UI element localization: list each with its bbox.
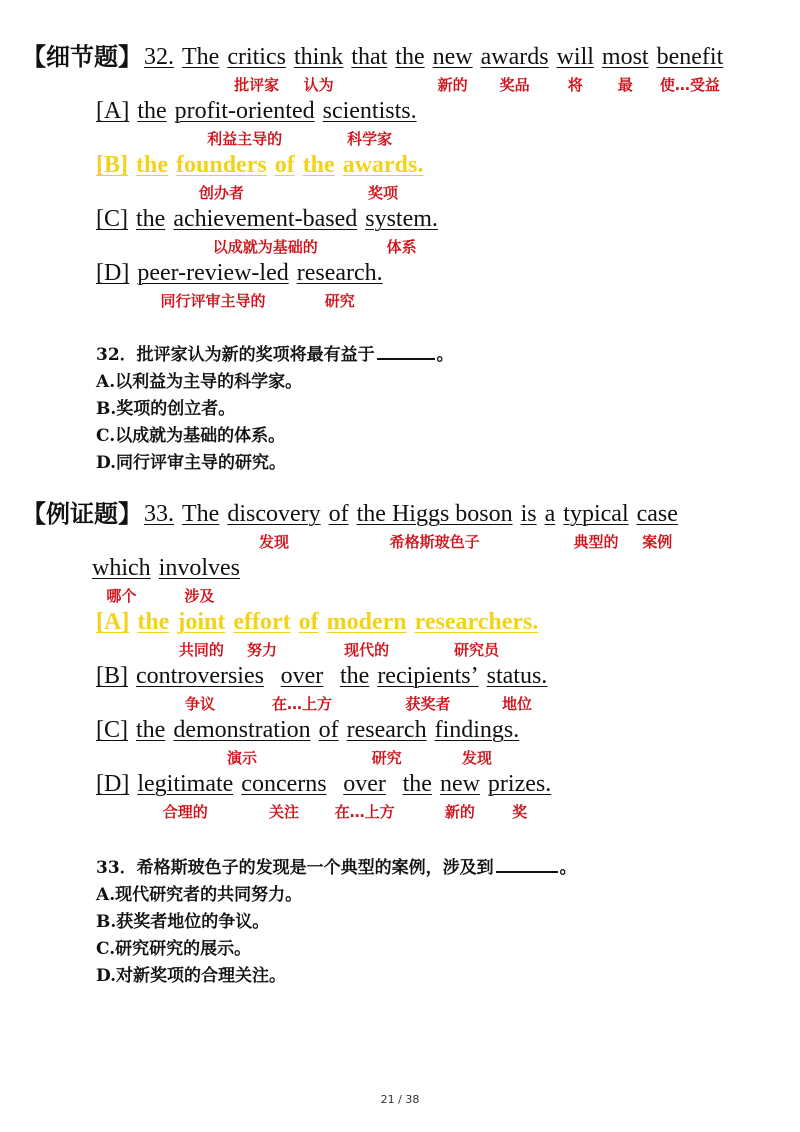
- glossed-word: [299, 607, 319, 661]
- glossed-word: [144, 499, 174, 553]
- english-word: new: [432, 44, 473, 70]
- glossed-word: [96, 258, 129, 312]
- glossed-word: [481, 42, 549, 96]
- english-word: concerns: [241, 771, 327, 797]
- q33-translation-question-text: 33．希格斯玻色子的发现是一个典型的案例，涉及到: [96, 858, 494, 878]
- glossed-word: [602, 42, 649, 96]
- glossed-word: [487, 661, 548, 715]
- chinese-gloss: 希格斯玻色子: [389, 533, 480, 551]
- english-word: [C]: [96, 717, 128, 743]
- chinese-gloss: 使…受益: [659, 76, 720, 94]
- english-word: [D]: [96, 771, 130, 797]
- chinese-gloss: 努力: [246, 641, 277, 659]
- glossed-word: [557, 42, 594, 96]
- glossed-word: [176, 150, 267, 204]
- english-word: The: [182, 501, 220, 527]
- english-word: 32.: [144, 44, 174, 70]
- glossed-word: [137, 607, 169, 661]
- glossed-word: [96, 661, 128, 715]
- english-word: system.: [365, 206, 438, 232]
- chinese-gloss: 利益主导的: [207, 130, 283, 148]
- english-word: of: [318, 717, 339, 743]
- glossed-word: [173, 204, 357, 258]
- glossed-word: [377, 661, 478, 715]
- q32-translation-option-c: C.以成就为基础的体系。: [96, 426, 286, 446]
- glossed-word: [545, 499, 556, 553]
- q33-translation-option-d: D.对新奖项的合理关注。: [96, 966, 287, 986]
- chinese-gloss: 在…上方: [271, 695, 332, 713]
- chinese-gloss: 将: [567, 76, 583, 94]
- english-word: is: [520, 501, 537, 527]
- glossed-word: [177, 607, 225, 661]
- glossed-word: [144, 42, 174, 96]
- glossed-word: [96, 96, 129, 150]
- answer-blank: [377, 358, 435, 360]
- q32-translation-question: [96, 342, 454, 368]
- chinese-gloss: 新的: [444, 803, 475, 821]
- glossed-word: [340, 661, 369, 715]
- english-word: the Higgs boson: [356, 501, 513, 527]
- glossed-word: [233, 607, 290, 661]
- english-word: scientists.: [322, 98, 417, 124]
- english-word: of: [328, 501, 349, 527]
- glossed-word: [319, 715, 339, 769]
- english-word: will: [556, 44, 594, 70]
- english-word: think: [293, 44, 344, 70]
- english-word: which: [92, 555, 151, 581]
- english-word: [B]: [96, 152, 128, 178]
- english-word: case: [636, 501, 678, 527]
- glossed-word: [137, 96, 166, 150]
- english-word: awards.: [342, 152, 424, 178]
- english-word: achievement-based: [173, 206, 358, 232]
- chinese-gloss: 关注: [268, 803, 299, 821]
- chinese-gloss: 奖品: [499, 76, 530, 94]
- glossed-word: [357, 499, 513, 553]
- glossed-word: [136, 715, 165, 769]
- glossed-word: [175, 96, 315, 150]
- page-indicator: 21 / 38: [380, 1093, 420, 1106]
- chinese-gloss: 奖项: [368, 184, 399, 202]
- english-word: peer-review-led: [137, 260, 289, 286]
- glossed-word: [96, 150, 128, 204]
- glossed-word: [275, 150, 295, 204]
- q32-translation-question-text: 32．批评家认为新的奖项将最有益于: [96, 345, 375, 365]
- glossed-word: [435, 715, 520, 769]
- chinese-gloss: 哪个: [106, 587, 137, 605]
- chinese-gloss: 新的: [437, 76, 468, 94]
- q32-type-tag: 【细节题】: [22, 43, 142, 71]
- glossed-word: [137, 258, 288, 312]
- chinese-gloss: 科学家: [347, 130, 393, 148]
- english-word: the: [302, 152, 335, 178]
- glossed-word: [272, 661, 332, 715]
- q33-option-d: [96, 769, 559, 823]
- glossed-word: [297, 258, 383, 312]
- english-word: profit-oriented: [174, 98, 315, 124]
- q32-stem-line: [22, 42, 731, 96]
- english-word: [D]: [96, 260, 130, 286]
- q33-type-tag: 【例证题】: [22, 500, 142, 528]
- english-word: research.: [296, 260, 383, 286]
- chinese-gloss: 奖: [512, 803, 528, 821]
- english-word: status.: [486, 663, 548, 689]
- glossed-word: [351, 42, 387, 96]
- english-word: typical: [563, 501, 629, 527]
- chinese-gloss: 典型的: [573, 533, 619, 551]
- chinese-gloss: 共同的: [178, 641, 224, 659]
- q32-translation-question-end: 。: [436, 345, 454, 365]
- english-word: over: [343, 771, 386, 797]
- q32-translation-option-d: D.同行评审主导的研究。: [96, 453, 287, 473]
- glossed-word: [136, 204, 165, 258]
- english-word: that: [351, 44, 388, 70]
- q33-stem-line-1: [22, 499, 686, 553]
- english-word: of: [274, 152, 295, 178]
- english-word: discovery: [227, 501, 321, 527]
- glossed-word: [137, 769, 233, 823]
- english-word: involves: [158, 555, 240, 581]
- english-word: research: [346, 717, 427, 743]
- glossed-word: [415, 607, 539, 661]
- english-word: [A]: [96, 609, 130, 635]
- english-word: founders: [176, 152, 267, 178]
- english-word: the: [136, 717, 166, 743]
- english-word: the: [136, 152, 168, 178]
- chinese-gloss: 发现: [461, 749, 492, 767]
- english-word: researchers.: [414, 609, 539, 635]
- glossed-word: [96, 769, 129, 823]
- q32-option-a: [96, 96, 425, 150]
- english-word: the: [136, 206, 166, 232]
- glossed-word: [182, 499, 219, 553]
- glossed-word: [294, 42, 343, 96]
- english-word: of: [298, 609, 319, 635]
- q33-translation-question-end: 。: [559, 858, 577, 878]
- chinese-gloss: 发现: [258, 533, 289, 551]
- english-word: prizes.: [487, 771, 552, 797]
- english-word: critics: [227, 44, 286, 70]
- q33-stem-line-2: [92, 553, 248, 607]
- chinese-gloss: 同行评审主导的: [160, 292, 266, 310]
- english-word: effort: [233, 609, 291, 635]
- chinese-gloss: 最: [617, 76, 633, 94]
- chinese-gloss: 合理的: [162, 803, 208, 821]
- glossed-word: [440, 769, 480, 823]
- english-word: modern: [326, 609, 407, 635]
- chinese-gloss: 演示: [226, 749, 257, 767]
- glossed-word: [327, 607, 407, 661]
- english-word: the: [402, 771, 432, 797]
- english-word: most: [601, 44, 649, 70]
- glossed-word: [403, 769, 432, 823]
- english-word: the: [395, 44, 425, 70]
- q32-option-b: [96, 150, 431, 204]
- chinese-gloss: 创办者: [198, 184, 244, 202]
- glossed-word: [637, 499, 678, 553]
- q33-translation-option-a: A.现代研究者的共同努力。: [96, 885, 303, 905]
- q32-option-d: [96, 258, 391, 312]
- chinese-gloss: 认为: [303, 76, 334, 94]
- chinese-gloss: 研究: [324, 292, 355, 310]
- glossed-word: [92, 553, 151, 607]
- glossed-word: [433, 42, 473, 96]
- glossed-word: [96, 607, 129, 661]
- glossed-word: [173, 715, 310, 769]
- glossed-word: [241, 769, 326, 823]
- glossed-word: [563, 499, 628, 553]
- chinese-gloss: 在…上方: [334, 803, 395, 821]
- glossed-word: [96, 204, 128, 258]
- chinese-gloss: 涉及: [184, 587, 215, 605]
- glossed-word: [182, 42, 219, 96]
- chinese-gloss: 获奖者: [405, 695, 451, 713]
- q32-translation-option-b: B.奖项的创立者。: [96, 399, 236, 419]
- glossed-word: [365, 204, 438, 258]
- glossed-word: [521, 499, 537, 553]
- glossed-word: [303, 150, 335, 204]
- english-word: 33.: [144, 501, 174, 527]
- english-word: [A]: [96, 98, 130, 124]
- glossed-word: [395, 42, 424, 96]
- glossed-word: [159, 553, 240, 607]
- glossed-word: [343, 150, 424, 204]
- glossed-word: [96, 715, 128, 769]
- q32-translation-option-a: A.以利益为主导的科学家。: [96, 372, 303, 392]
- english-word: the: [137, 609, 170, 635]
- english-word: legitimate: [137, 771, 234, 797]
- glossed-word: [329, 499, 349, 553]
- chinese-gloss: 研究员: [453, 641, 499, 659]
- glossed-word: [227, 499, 320, 553]
- chinese-gloss: 争议: [184, 695, 215, 713]
- q33-option-b: [96, 661, 555, 715]
- chinese-gloss: 现代的: [344, 641, 390, 659]
- q33-translation-option-c: C.研究研究的展示。: [96, 939, 252, 959]
- chinese-gloss: 案例: [642, 533, 673, 551]
- glossed-word: [323, 96, 417, 150]
- english-word: the: [137, 98, 167, 124]
- english-word: joint: [177, 609, 226, 635]
- q33-translation-option-b: B.获奖者地位的争议。: [96, 912, 270, 932]
- glossed-word: [136, 661, 264, 715]
- q32-option-c: [96, 204, 446, 258]
- english-word: The: [182, 44, 220, 70]
- glossed-word: [227, 42, 286, 96]
- english-word: [C]: [96, 206, 128, 232]
- chinese-gloss: 地位: [501, 695, 532, 713]
- english-word: [B]: [96, 663, 128, 689]
- q33-option-a: [96, 607, 546, 661]
- chinese-gloss: 以成就为基础的: [212, 238, 318, 256]
- answer-blank: [496, 871, 558, 873]
- glossed-word: [347, 715, 427, 769]
- english-word: a: [544, 501, 556, 527]
- english-word: controversies: [136, 663, 264, 689]
- english-word: findings.: [434, 717, 520, 743]
- english-word: new: [439, 771, 480, 797]
- q33-translation-question: [96, 855, 577, 881]
- glossed-word: [136, 150, 168, 204]
- chinese-gloss: 研究: [371, 749, 402, 767]
- glossed-word: [657, 42, 724, 96]
- q33-option-c: [96, 715, 527, 769]
- english-word: the: [339, 663, 370, 689]
- english-word: demonstration: [173, 717, 311, 743]
- english-word: over: [280, 663, 324, 689]
- chinese-gloss: 体系: [386, 238, 417, 256]
- english-word: awards: [480, 44, 549, 70]
- english-word: recipients’: [377, 663, 479, 689]
- glossed-word: [335, 769, 395, 823]
- chinese-gloss: 批评家: [234, 76, 280, 94]
- english-word: benefit: [656, 44, 724, 70]
- glossed-word: [488, 769, 551, 823]
